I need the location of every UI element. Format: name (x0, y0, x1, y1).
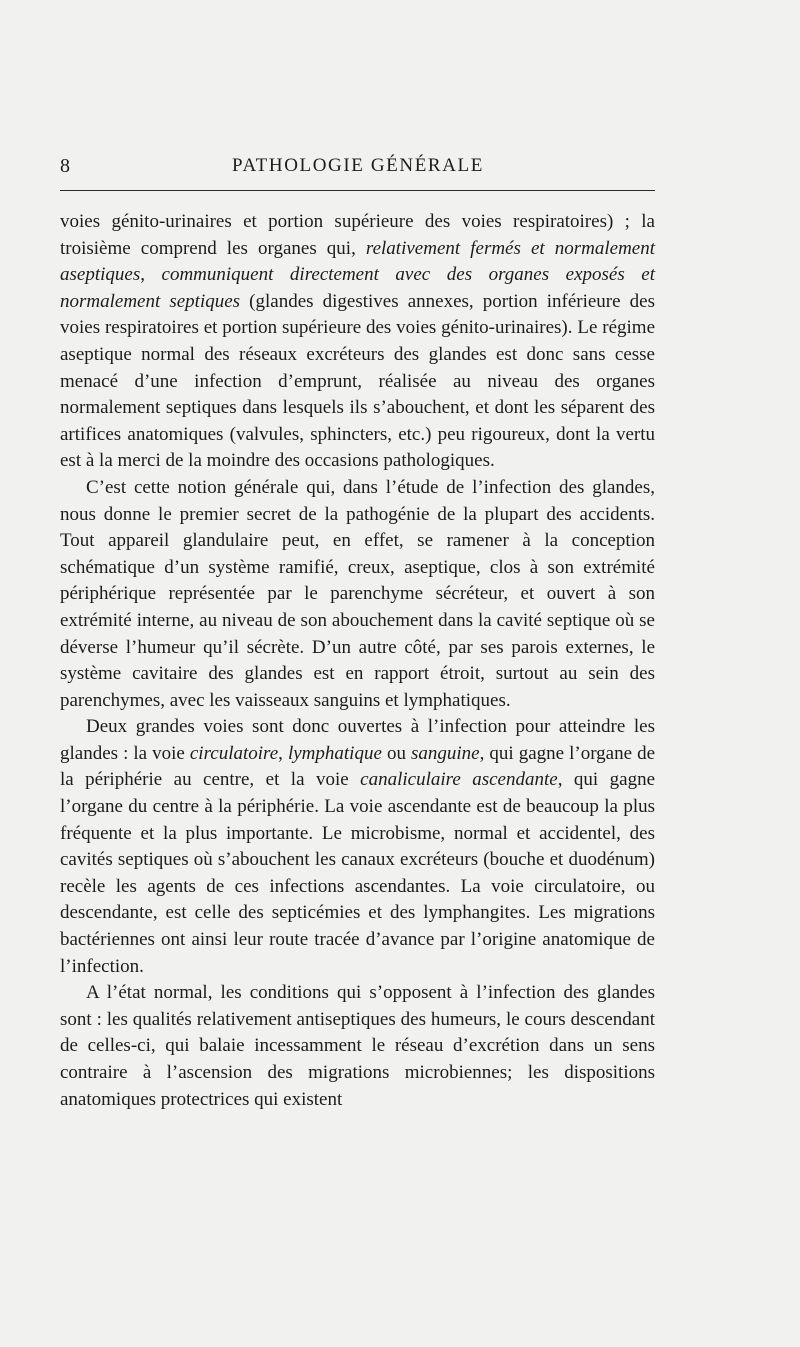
italic-run: lymphatique (287, 742, 382, 764)
italic-run: sanguine (410, 742, 480, 764)
italic-run: relativement fermés et normalement aseptiques (60, 237, 655, 286)
text-run: , (278, 742, 288, 764)
italic-run: canaliculaire ascendante (360, 769, 558, 791)
text-run: (glandes digestives annexes, portion inférieure des voies respiratoires et portion supérieure des voies génito-urinaires). Le régime aseptique normal des réseaux excréteurs des glandes est donc sans cesse menacé d’une infection d’emprunt, réalisée au niveau des organes normalement septiques dans lesquels ils s’abouchent, et dont les séparent des artifices anatomiques (valvules, sphincters, etc.) peu rigoureux, dont la vertu est à la merci de la moindre des occasions pathologiques. (60, 290, 655, 472)
text-run: voies génito-urinaires et portion supérieure des voies respiratoires) ; la troisième comprend les organes qui, (60, 211, 655, 259)
italic-run: circulatoire (189, 742, 279, 764)
paragraph-2: C’est cette notion générale qui, dans l’étude de l’infection des glandes, nous donne le premier secret de la pathogénie de la plupart des accidents. Tout appareil glandulaire peut, en effet, se ramener à la conception schématique d’un système ramifié, creux, aseptique, clos à son extrémité périphérique représentée par le parenchyme sécréteur, et ouvert à son extrémité interne, au niveau de son abouchement dans la cavité septique où se déverse l’humeur qu’il sécrète. D’un autre côté, par ses parois externes, le système cavitaire des glandes est en rapport étroit, surtout au sein des parenchymes, avec les vaisseaux sanguins et lymphatiques. (60, 476, 655, 711)
header-rule (60, 190, 655, 191)
body-text (60, 209, 655, 1113)
text-run: , (140, 264, 162, 286)
page-header (60, 155, 656, 183)
page-number: 8 (60, 155, 70, 177)
running-title: PATHOLOGIE GÉNÉRALE (232, 155, 484, 176)
text-run: , qui gagne l’organe de la périphérie au centre, et la voie (60, 742, 656, 791)
paragraph-4: A l’état normal, les conditions qui s’opposent à l’infection des glandes sont : les qualités relativement antiseptiques des humeurs, le cours descendant de celles-ci, qui balaie incessamment le réseau d’excrétion dans un sens contraire à l’ascension des migrations microbiennes; les dispositions anatomiques protectrices qui existent (60, 982, 655, 1110)
paragraph-1 (60, 209, 655, 475)
text-run: Deux grandes voies sont donc ouvertes à l’infection pour atteindre les glandes : la voie (60, 716, 655, 764)
text-run: , qui gagne l’organe du centre à la périphérie. La voie ascendante est de beaucoup la plus fréquente et la plus importante. Le microbisme, normal et accidentel, des cavités septiques où s’abouchent les canaux excréteurs (bouche et duodénum) recèle les agents de ces infections ascendantes. La voie circulatoire, ou descendante, est celle des septicémies et des lymphangites. Les migrations bactériennes ont ainsi leur route tracée d’avance par l’origine anatomique de l’infection. (60, 769, 656, 977)
italic-run: communiquent directement avec des organes exposés et normalement septiques (60, 264, 656, 312)
paragraph-3 (60, 714, 655, 980)
text-run: ou (381, 742, 411, 764)
